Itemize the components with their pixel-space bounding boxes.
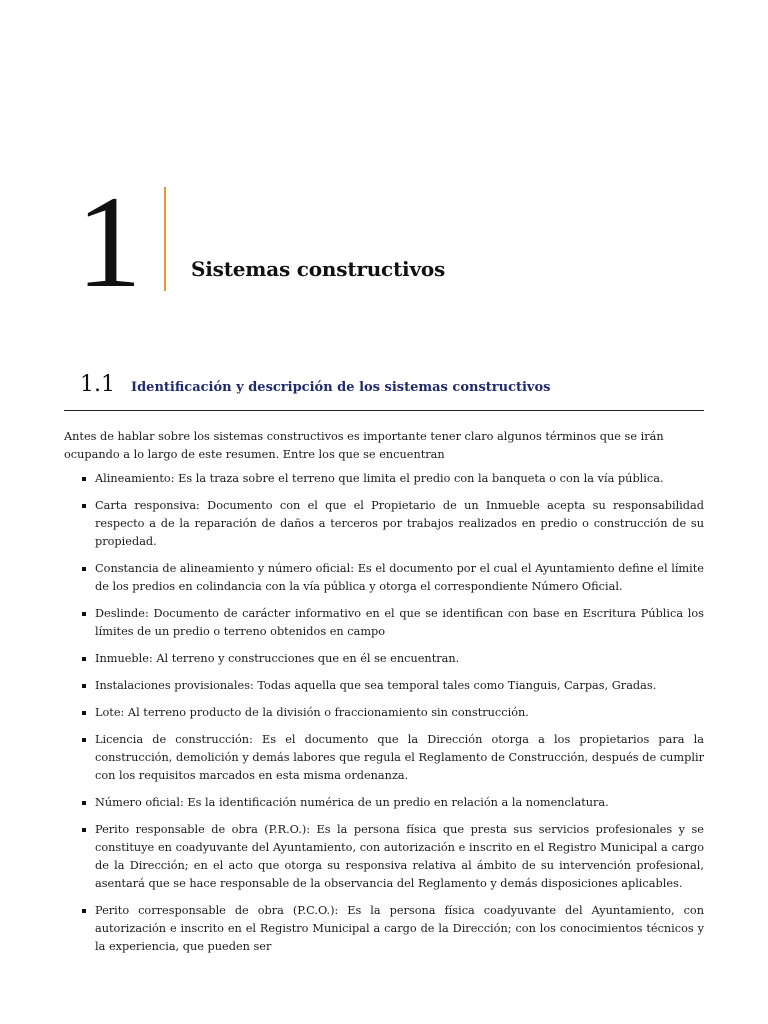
term-text: Lote: Al terreno producto de la división o fraccionamiento sin construcción.	[95, 706, 529, 719]
bullet-icon	[82, 612, 86, 616]
intro-paragraph: Antes de hablar sobre los sistemas constructivos es importante tener claro algunos términos que se irán ocupando a lo largo de este resumen. Entre los que se encuentran	[64, 430, 664, 461]
list-item	[80, 704, 704, 722]
chapter-divider	[164, 187, 166, 291]
bullet-icon	[82, 504, 86, 508]
section-number: 1.1	[80, 372, 115, 397]
list-item	[80, 650, 704, 668]
term-text: Alineamiento: Es la traza sobre el terreno que limita el predio con la banqueta o con la vía pública.	[95, 472, 664, 485]
list-item	[80, 794, 704, 812]
bullet-icon	[82, 711, 86, 715]
bullet-icon	[82, 567, 86, 571]
list-item	[80, 677, 704, 695]
term-text: Número oficial: Es la identificación numérica de un predio en relación a la nomenclatura.	[95, 796, 609, 809]
bullet-icon	[82, 801, 86, 805]
term-text: Deslinde: Documento de carácter informativo en el que se identifican con base en Escritura Pública los límites de un predio o terreno obtenidos en campo	[95, 607, 704, 638]
list-item	[80, 731, 704, 785]
list-item	[80, 497, 704, 551]
term-text: Perito corresponsable de obra (P.C.O.): Es la persona física coadyuvante del Ayuntamiento, con autorización e inscrito en el Registro Municipal a cargo de la Dirección; con los conocimientos técnicos y la experiencia, que pueden ser	[95, 904, 704, 953]
section-divider	[64, 410, 704, 411]
bullet-icon	[82, 477, 86, 481]
term-text: Instalaciones provisionales: Todas aquella que sea temporal tales como Tianguis, Carpas, Gradas.	[95, 679, 657, 692]
chapter-title: Sistemas constructivos	[191, 257, 446, 281]
list-item	[80, 470, 704, 488]
bullet-icon	[82, 684, 86, 688]
section-title: Identificación y descripción de los sistemas constructivos	[131, 380, 551, 395]
term-text: Inmueble: Al terreno y construcciones que en él se encuentran.	[95, 652, 460, 665]
bullet-icon	[82, 738, 86, 742]
term-text: Perito responsable de obra (P.R.O.): Es la persona física que presta sus servicios profesionales y se constituye en coadyuvante del Ayuntamiento, con autorización e inscrito en el Registro Municipal a cargo de la Dirección; en el acto que otorga su responsiva relativa al ámbito de su intervención profesional, asentará que se hace responsable de la observancia del Reglamento y demás disposiciones aplicables.	[95, 823, 704, 890]
list-item	[80, 605, 704, 641]
bullet-icon	[82, 657, 86, 661]
bullet-icon	[82, 828, 86, 832]
term-text: Carta responsiva: Documento con el que el Propietario de un Inmueble acepta su responsabilidad respecto a de la reparación de daños a terceros por trabajos realizados en predio o construcción de su propiedad.	[95, 499, 704, 548]
list-item	[80, 902, 704, 956]
term-text: Constancia de alineamiento y número oficial: Es el documento por el cual el Ayuntamiento define el límite de los predios en colindancia con la vía pública y otorga el correspondiente Número Oficial.	[95, 562, 704, 593]
terms-list	[80, 470, 704, 965]
chapter-number: 1	[76, 168, 142, 315]
bullet-icon	[82, 909, 86, 913]
list-item	[80, 560, 704, 596]
list-item	[80, 821, 704, 893]
term-text: Licencia de construcción: Es el documento que la Dirección otorga a los propietarios para la construcción, demolición y demás labores que regula el Reglamento de Construcción, después de cumplir con los requisitos marcados en esta misma ordenanza.	[95, 733, 704, 782]
